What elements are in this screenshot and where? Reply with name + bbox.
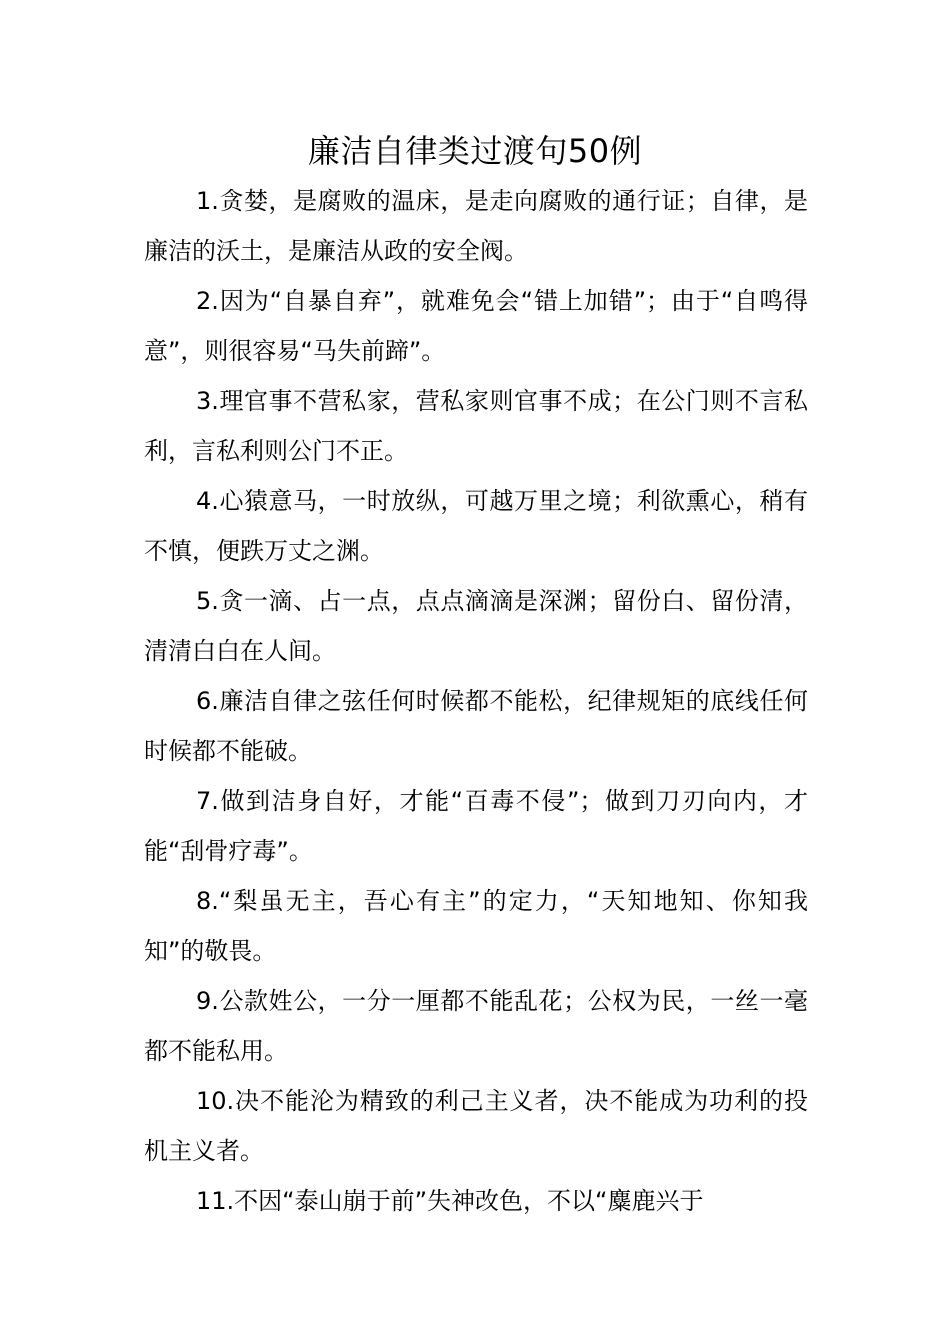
paragraph-9: 9.公款姓公，一分一厘都不能乱花；公权为民，一丝一毫都不能私用。 (144, 987, 808, 1065)
paragraph-1: 1.贪婪，是腐败的温床，是走向腐败的通行证；自律，是廉洁的沃土，是廉洁从政的安全阀。 (144, 187, 808, 265)
paragraph-3: 3.理官事不营私家，营私家则官事不成；在公门则不言私利，言私利则公门不正。 (144, 387, 808, 465)
paragraph-7: 7.做到洁身自好，才能“百毒不侵”；做到刀刃向内，才能“刮骨疗毒”。 (144, 787, 808, 865)
paragraph-11: 11.不因“泰山崩于前”失神改色，不以“麋鹿兴于 (196, 1187, 704, 1215)
paragraph-6: 6.廉洁自律之弦任何时候都不能松，纪律规矩的底线任何时候都不能破。 (144, 687, 808, 765)
paragraph-10: 10.决不能沦为精致的利己主义者，决不能成为功利的投机主义者。 (144, 1087, 808, 1165)
document-title: 廉洁自律类过渡句50例 (307, 132, 643, 170)
paragraph-4: 4.心猿意马，一时放纵，可越万里之境；利欲熏心，稍有不慎，便跌万丈之渊。 (144, 487, 808, 565)
document-body (144, 176, 808, 1226)
paragraph-2: 2.因为“自暴自弃”，就难免会“错上加错”；由于“自鸣得意”，则很容易“马失前蹄”。 (144, 287, 808, 365)
paragraph-8: 8.“梨虽无主，吾心有主”的定力，“天知地知、你知我知”的敬畏。 (144, 887, 808, 965)
paragraph-5: 5.贪一滴、占一点，点点滴滴是深渊；留份白、留份清，清清白白在人间。 (144, 587, 808, 665)
